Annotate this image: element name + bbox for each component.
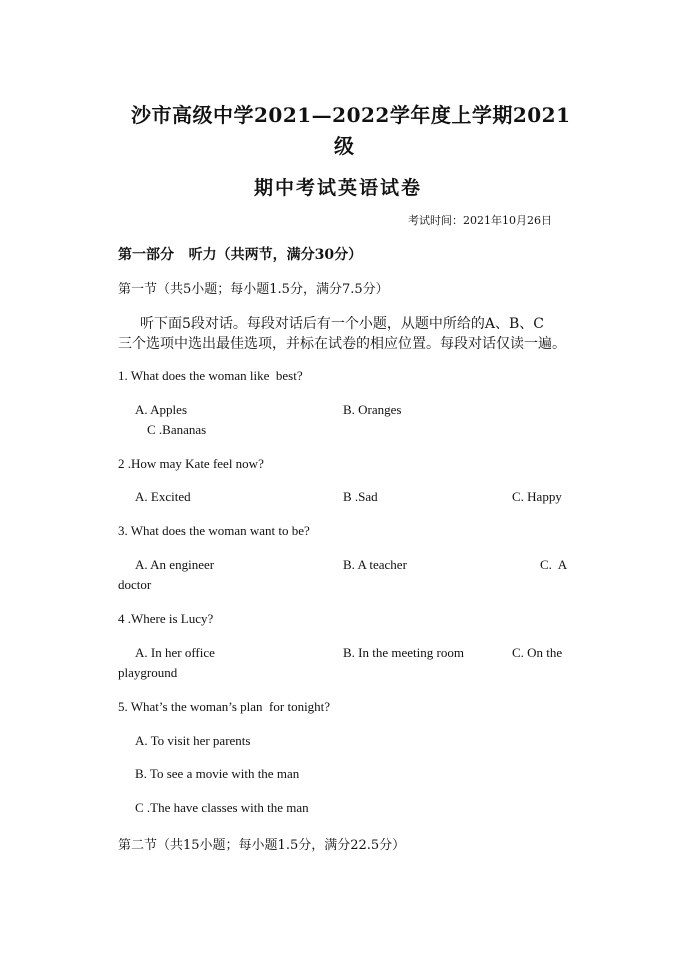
section1-heading: 第一节（共5小题；每小题1.5分，满分7.5分） — [118, 282, 389, 297]
q5-option-c: C .The have classes with the man — [135, 800, 309, 815]
question-1-stem: 1. What does the woman like best? — [118, 368, 303, 383]
section2-heading: 第二节（共15小题；每小题1.5分，满分22.5分） — [118, 838, 406, 853]
q2-option-c: C. Happy — [512, 489, 562, 504]
exam-time: 考试时间：2021年10月26日 — [408, 214, 552, 227]
question-4-stem: 4 .Where is Lucy? — [118, 611, 214, 626]
q4-option-b: B. In the meeting room — [343, 645, 464, 660]
question-5-stem: 5. What’s the woman’s plan for tonight? — [118, 699, 331, 714]
q3-option-c-part1: C. A — [540, 557, 568, 572]
instructions-line2: 三个选项中选出最佳选项，并标在试卷的相应位置。每段对话仅读一遍。 — [118, 336, 566, 352]
instructions-line1: 听下面5段对话。每段对话后有一个小题，从题中所给的A、B、C — [140, 316, 545, 332]
part1-heading: 第一部分 听力（共两节，满分30分） — [118, 247, 363, 263]
q4-option-c-part1: C. On the — [512, 645, 563, 660]
q5-option-a: A. To visit her parents — [135, 733, 251, 748]
q3-option-c-part2: doctor — [118, 577, 152, 592]
q3-option-a: A. An engineer — [135, 557, 215, 572]
q3-option-b: B. A teacher — [343, 557, 407, 572]
question-3-stem: 3. What does the woman want to be? — [118, 523, 310, 538]
exam-subtitle: 期中考试英语试卷 — [254, 177, 423, 199]
q2-option-b: B .Sad — [343, 489, 378, 504]
question-2-stem: 2 .How may Kate feel now? — [118, 456, 264, 471]
q4-option-a: A. In her office — [135, 645, 215, 660]
q2-option-a: A. Excited — [135, 489, 191, 504]
q1-option-b: B. Oranges — [343, 402, 402, 417]
exam-title-line1: 沙市高级中学2021—2022学年度上学期2021 — [131, 103, 571, 127]
q1-option-c: C .Bananas — [147, 422, 207, 437]
q5-option-b: B. To see a movie with the man — [135, 766, 300, 781]
q4-option-c-part2: playground — [118, 665, 178, 680]
exam-title-line2: 级 — [334, 134, 354, 158]
q1-option-a: A. Apples — [135, 402, 187, 417]
